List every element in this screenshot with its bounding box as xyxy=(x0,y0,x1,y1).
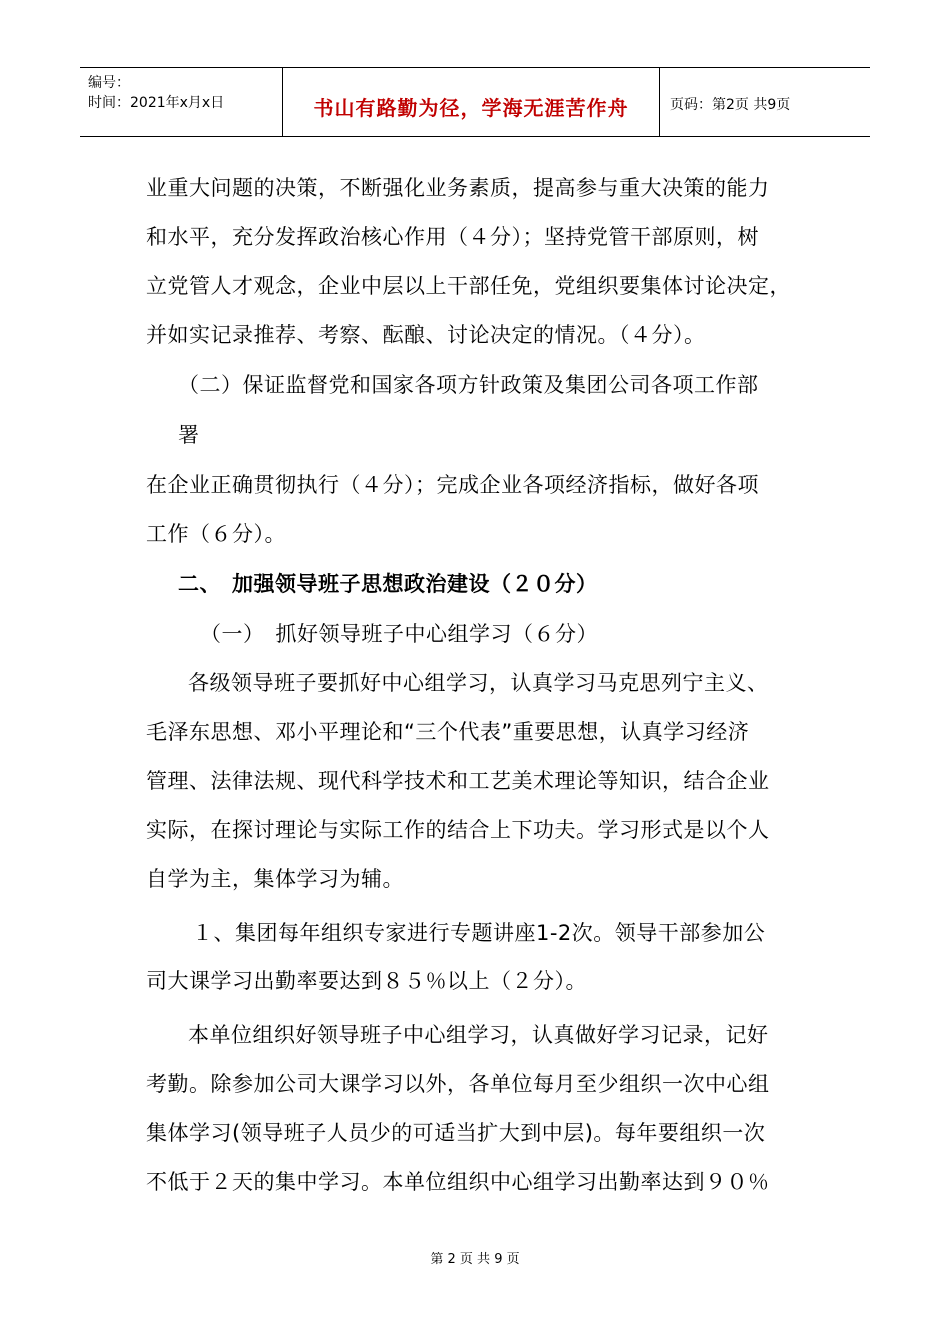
page-footer: 第 2 页 共 9 页 xyxy=(430,1252,520,1267)
body-line: 司大课学习出勤率要达到８５％以上（２分）。 xyxy=(146,969,587,993)
section-heading: （一） 抓好领导班子中心组学习（６分） xyxy=(200,622,598,646)
body-line: 并如实记录推荐、考察、酝酿、讨论决定的情况。（４分）。 xyxy=(146,323,706,347)
body-line: 各级领导班子要抓好中心组学习，认真学习马克思列宁主义、 xyxy=(188,671,769,695)
body-line: 管理、法律法规、现代科学技术和工艺美术理论等知识，结合企业 xyxy=(146,769,770,793)
body-line: 和水平，充分发挥政治核心作用（４分）；坚持党管干部原则，树 xyxy=(146,225,759,249)
body-line: １、集团每年组织专家进行专题讲座1-2次。领导干部参加公 xyxy=(192,921,766,945)
page-header xyxy=(80,67,870,137)
body-line: 不低于２天的集中学习。本单位组织中心组学习出勤率达到９０％ xyxy=(146,1170,770,1194)
serial-label: 编号： xyxy=(88,75,130,91)
chapter-heading: 二、 加强领导班子思想政治建设（２０分） xyxy=(178,572,598,596)
header-left-cell xyxy=(80,68,283,136)
body-line: 业重大问题的决策，不断强化业务素质，提高参与重大决策的能力 xyxy=(146,176,770,200)
header-center-cell xyxy=(283,68,660,136)
body-line: 自学为主，集体学习为辅。 xyxy=(146,867,404,891)
header-motto: 书山有路勤为径，学海无涯苦作舟 xyxy=(313,96,629,120)
body-line: 考勤。除参加公司大课学习以外，各单位每月至少组织一次中心组 xyxy=(146,1072,770,1096)
body-line: 署 xyxy=(178,423,200,447)
body-line: 集体学习(领导班子人员少的可适当扩大到中层)。每年要组织一次 xyxy=(146,1121,766,1145)
body-line: 本单位组织好领导班子中心组学习，认真做好学习记录，记好 xyxy=(188,1023,769,1047)
body-line: 实际，在探讨理论与实际工作的结合上下功夫。学习形式是以个人 xyxy=(146,818,770,842)
header-right-cell xyxy=(660,68,870,136)
section-heading: （二）保证监督党和国家各项方针政策及集团公司各项工作部 xyxy=(178,373,759,397)
header-page-info: 页码：第2页 共9页 xyxy=(670,97,791,113)
date-label: 时间：2021年x月x日 xyxy=(88,95,225,111)
body-line: 立党管人才观念，企业中层以上干部任免，党组织要集体讨论决定， xyxy=(146,274,791,298)
body-line: 在企业正确贯彻执行（４分）；完成企业各项经济指标，做好各项 xyxy=(146,473,759,497)
body-line: 毛泽东思想、邓小平理论和“三个代表”重要思想，认真学习经济 xyxy=(146,720,750,744)
body-line: 工作（６分）。 xyxy=(146,522,286,546)
